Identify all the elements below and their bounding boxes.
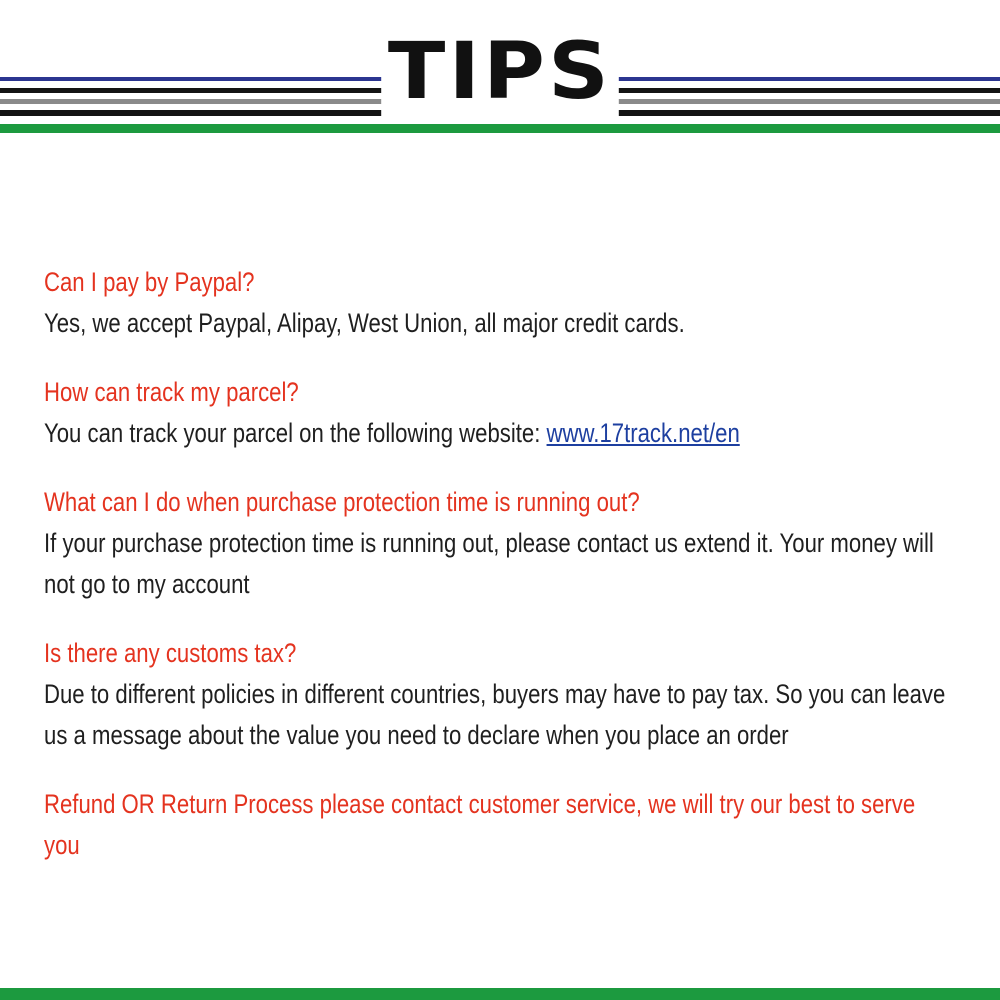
- footer-green-bar: [0, 988, 1000, 1000]
- faq-question: Is there any customs tax?: [44, 638, 297, 668]
- faq-question: Can I pay by Paypal?: [44, 267, 255, 297]
- refund-note: Refund OR Return Process please contact customer service, we will try our best to serve you: [44, 789, 916, 860]
- page-title: TIPS: [381, 22, 619, 122]
- faq-answer: Yes, we accept Paypal, Alipay, West Union, all major credit cards.: [44, 308, 685, 338]
- faq-item-protection: [44, 482, 964, 605]
- tracking-link[interactable]: www.17track.net/en: [546, 418, 740, 448]
- faq-item-customs: [44, 633, 964, 756]
- faq-question: How can track my parcel?: [44, 377, 299, 407]
- faq-question: What can I do when purchase protection time is running out?: [44, 487, 640, 517]
- faq-item-payment: [44, 262, 964, 344]
- faq-answer-text: You can track your parcel on the following website:: [44, 418, 547, 448]
- faq-answer: [44, 413, 954, 454]
- faq-answer: If your purchase protection time is running out, please contact us extend it. Your money will not go to my account: [44, 528, 934, 599]
- header-line-green: [0, 124, 1000, 133]
- faq-list: [44, 262, 964, 866]
- tips-header: [0, 0, 1000, 140]
- faq-item-tracking: [44, 372, 964, 454]
- faq-answer: Due to different policies in different countries, buyers may have to pay tax. So you can leave us a message about the value you need to declare when you place an order: [44, 679, 946, 750]
